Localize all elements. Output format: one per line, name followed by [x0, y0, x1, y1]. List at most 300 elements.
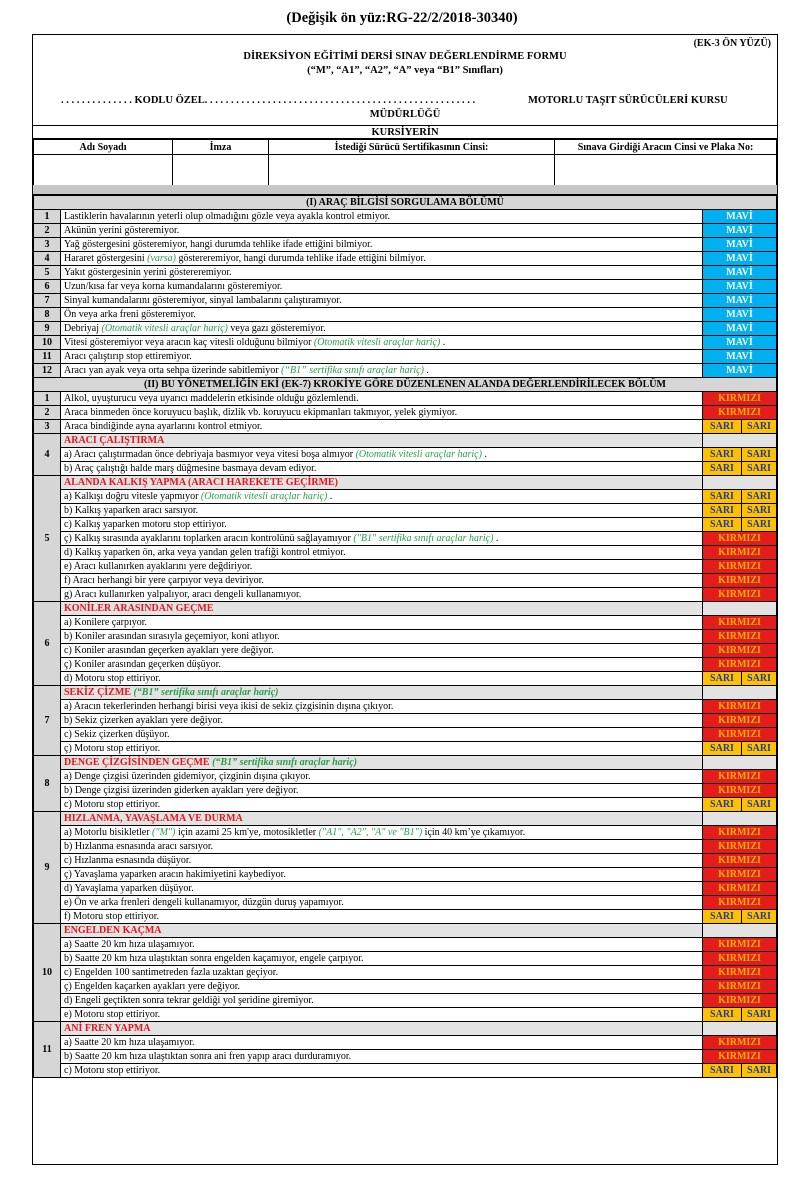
- item-number: 1: [34, 210, 61, 224]
- criterion-row: [34, 672, 777, 686]
- certificate-field[interactable]: [269, 155, 555, 186]
- criterion-text: .: [327, 491, 333, 502]
- criterion-text: c) Motoru stop ettiriyor.: [64, 799, 161, 810]
- subsection-title: [61, 924, 703, 938]
- criterion-row: [34, 350, 777, 364]
- rating-kirmizi-box[interactable]: KIRMIZI: [703, 728, 777, 742]
- criterion-row: [34, 210, 777, 224]
- rating-kirmizi-box[interactable]: KIRMIZI: [703, 588, 777, 602]
- criterion-cell: [61, 938, 703, 952]
- criterion-row: [34, 448, 777, 462]
- item-number: 3: [34, 238, 61, 252]
- criterion-text: ç) Motoru stop ettiriyor.: [64, 743, 161, 754]
- rating-sari-box[interactable]: SARI: [703, 462, 742, 476]
- rating-mavi-box[interactable]: MAVİ: [703, 266, 777, 280]
- rating-mavi-box[interactable]: MAVİ: [703, 350, 777, 364]
- criterion-text: ENGELDEN KAÇMA: [64, 925, 162, 936]
- revision-title: (Değişik ön yüz:RG-22/2/2018-30340): [286, 10, 518, 26]
- criterion-cell: [61, 588, 703, 602]
- criterion-row: [34, 658, 777, 672]
- criterion-cell: [61, 854, 703, 868]
- criterion-text: b) Kalkış yaparken aracı sarsıyor.: [64, 505, 199, 516]
- rating-sari-box[interactable]: SARI: [703, 1008, 742, 1022]
- criterion-text: Alkol, uyuşturucu veya uyarıcı maddelerin etkisinde olduğu gözlemlendi.: [64, 393, 359, 404]
- trainee-header: KURSİYERİN: [33, 125, 777, 139]
- signature-header: İmza: [173, 140, 269, 155]
- name-field[interactable]: [34, 155, 173, 186]
- criterion-text: için azami 25 km'ye, motosikletler: [175, 827, 319, 838]
- annex-label: (EK-3 ÖN YÜZÜ): [693, 38, 771, 49]
- criterion-text: Akünün yerini gösteremiyor.: [64, 225, 180, 236]
- subsection-rating-empty: [703, 686, 777, 700]
- criterion-cell: [61, 1050, 703, 1064]
- criterion-text: Lastiklerin havalarının yeterli olup olmadığını gözle veya ayakla kontrol etmiyor.: [64, 211, 391, 222]
- subsection-row: [34, 602, 777, 616]
- rating-mavi-box[interactable]: MAVİ: [703, 224, 777, 238]
- criterion-row: [34, 266, 777, 280]
- trainee-info-table: [33, 139, 777, 186]
- criterion-row: [34, 700, 777, 714]
- rating-sari-box[interactable]: SARI: [742, 742, 777, 756]
- criterion-text: ç) Koniler arasından geçerken düşüyor.: [64, 659, 221, 670]
- item-number: 10: [34, 924, 61, 1022]
- criterion-text: b) Hızlanma esnasında aracı sarsıyor.: [64, 841, 214, 852]
- criterion-cell: [61, 840, 703, 854]
- criterion-text: Ön veya arka freni gösteremiyor.: [64, 309, 196, 320]
- criterion-row: [34, 392, 777, 406]
- criterion-text: .: [481, 449, 487, 460]
- criterion-cell: [61, 224, 703, 238]
- criterion-cell: [61, 770, 703, 784]
- rating-kirmizi-box[interactable]: KIRMIZI: [703, 392, 777, 406]
- criterion-row: [34, 406, 777, 420]
- section-header-row: [34, 378, 777, 392]
- criterion-cell: [61, 980, 703, 994]
- criterion-text: HIZLANMA, YAVAŞLAMA VE DURMA: [64, 813, 243, 824]
- criterion-text: b) Saatte 20 km hıza ulaştıktan sonra engelden kaçamıyor, engele çarpıyor.: [64, 953, 364, 964]
- criterion-row: [34, 854, 777, 868]
- rating-sari-box[interactable]: SARI: [742, 798, 777, 812]
- rating-sari-box[interactable]: SARI: [703, 504, 742, 518]
- criterion-cell: [61, 630, 703, 644]
- criterion-row: [34, 1064, 777, 1078]
- criterion-cell: [61, 406, 703, 420]
- criterion-row: [34, 714, 777, 728]
- item-number: 7: [34, 294, 61, 308]
- criterion-text: f) Motoru stop ettiriyor.: [64, 911, 159, 922]
- criterion-text: a) Aracı çalıştırmadan önce debriyaja basmıyor veya vitesi boşa almıyor: [64, 449, 356, 460]
- criterion-cell: [61, 882, 703, 896]
- criterion-cell: [61, 420, 703, 434]
- criterion-text: veya gazı gösteremiyor.: [227, 323, 326, 334]
- item-number: 10: [34, 336, 61, 350]
- course-name-label: MOTORLU TAŞIT SÜRÜCÜLERİ KURSU: [528, 95, 728, 106]
- criterion-row: [34, 826, 777, 840]
- certificate-header: İstediği Sürücü Sertifikasının Cinsi:: [269, 140, 555, 155]
- criterion-text: ç) Engelden kaçarken ayakları yere değiyor.: [64, 981, 241, 992]
- criterion-cell: [61, 798, 703, 812]
- form-subtitle: (“M”, “A1”, “A2”, “A” veya “B1” Sınıfları): [307, 65, 503, 76]
- criterion-row: [34, 728, 777, 742]
- criterion-row: [34, 364, 777, 378]
- rating-kirmizi-box[interactable]: KIRMIZI: [703, 980, 777, 994]
- criterion-text: a) Motorlu bisikletler: [64, 827, 153, 838]
- rating-kirmizi-box[interactable]: KIRMIZI: [703, 1050, 777, 1064]
- item-number: 5: [34, 476, 61, 602]
- criterion-cell: [61, 742, 703, 756]
- rating-kirmizi-box[interactable]: KIRMIZI: [703, 532, 777, 546]
- criterion-text: Debriyaj: [64, 323, 102, 334]
- criterion-row: [34, 1008, 777, 1022]
- rating-sari-box[interactable]: SARI: [742, 518, 777, 532]
- criterion-row: [34, 490, 777, 504]
- rating-mavi-box[interactable]: MAVİ: [703, 308, 777, 322]
- subsection-title: [61, 1022, 703, 1036]
- criterion-text: a) Saatte 20 km hıza ulaşamıyor.: [64, 1037, 195, 1048]
- criterion-cell: [61, 294, 703, 308]
- criterion-cell: [61, 266, 703, 280]
- criterion-text: a) Kalkışı doğru vitesle yapmıyor: [64, 491, 201, 502]
- rating-sari-box[interactable]: SARI: [703, 518, 742, 532]
- subsection-title: [61, 756, 703, 770]
- criterion-text: g) Aracı kullanırken yalpalıyor, aracı dengeli kullanamıyor.: [64, 589, 302, 600]
- rating-sari-box[interactable]: SARI: [742, 448, 777, 462]
- criterion-text: ç) Kalkış sırasında ayaklarını toplarken aracın kontrolünü sağlayamıyor: [64, 533, 354, 544]
- criterion-text: Araca binmeden önce koruyucu başlık, dizlik vb. koruyucu ekipmanları takmıyor, yelek giymiyor.: [64, 407, 458, 418]
- item-number: 4: [34, 434, 61, 476]
- rating-sari-box[interactable]: SARI: [742, 1008, 777, 1022]
- criterion-text: b) Koniler arasından sırasıyla geçemiyor, koni atlıyor.: [64, 631, 280, 642]
- rating-kirmizi-box[interactable]: KIRMIZI: [703, 1036, 777, 1050]
- criterion-row: [34, 630, 777, 644]
- criterion-text: Hararet göstergesini: [64, 253, 148, 264]
- item-number: 8: [34, 756, 61, 812]
- rating-sari-box[interactable]: SARI: [703, 448, 742, 462]
- criterion-cell: [61, 364, 703, 378]
- criterion-cell: [61, 280, 703, 294]
- criterion-cell: [61, 574, 703, 588]
- rating-kirmizi-box[interactable]: KIRMIZI: [703, 700, 777, 714]
- rating-sari-box[interactable]: SARI: [742, 490, 777, 504]
- criterion-cell: [61, 1036, 703, 1050]
- rating-kirmizi-box[interactable]: KIRMIZI: [703, 546, 777, 560]
- rating-kirmizi-box[interactable]: KIRMIZI: [703, 854, 777, 868]
- criterion-text: ç) Yavaşlama yaparken aracın hakimiyetini kaybediyor.: [64, 869, 286, 880]
- rating-sari-box[interactable]: SARI: [742, 910, 777, 924]
- rating-kirmizi-box[interactable]: KIRMIZI: [703, 868, 777, 882]
- criterion-text: c) Sekiz çizerken düşüyor.: [64, 729, 170, 740]
- criterion-cell: [61, 532, 703, 546]
- criterion-cell: [61, 210, 703, 224]
- item-number: 11: [34, 1022, 61, 1078]
- name-header: Adı Soyadı: [34, 140, 173, 155]
- criterion-row: [34, 644, 777, 658]
- criterion-row: [34, 994, 777, 1008]
- criterion-text: ARACI ÇALIŞTIRMA: [64, 435, 165, 446]
- criterion-text: göstereremiyor, hangi durumda tehlike ifade ettiğini bilmiyor.: [176, 253, 426, 264]
- criterion-cell: [61, 952, 703, 966]
- criterion-row: [34, 294, 777, 308]
- criterion-cell: [61, 896, 703, 910]
- criterion-cell: [61, 714, 703, 728]
- criterion-text: d) Motoru stop ettiriyor.: [64, 673, 161, 684]
- subsection-rating-empty: [703, 924, 777, 938]
- rating-mavi-box[interactable]: MAVİ: [703, 336, 777, 350]
- criterion-row: [34, 882, 777, 896]
- criterion-cell: [61, 616, 703, 630]
- rating-kirmizi-box[interactable]: KIRMIZI: [703, 896, 777, 910]
- criterion-cell: [61, 1064, 703, 1078]
- criterion-cell: [61, 392, 703, 406]
- criterion-text: Vitesi gösteremiyor veya aracın kaç vitesli olduğunu bilmiyor: [64, 337, 314, 348]
- subsection-rating-empty: [703, 434, 777, 448]
- rating-kirmizi-box[interactable]: KIRMIZI: [703, 966, 777, 980]
- signature-field[interactable]: [173, 155, 269, 186]
- criterion-cell: [61, 322, 703, 336]
- criterion-text: d) Engeli geçtikten sonra tekrar geldiği yol şeridine giremiyor.: [64, 995, 314, 1006]
- criterion-text: c) Kalkış yaparken motoru stop ettiriyor.: [64, 519, 227, 530]
- criterion-text: Sinyal kumandalarını gösteremiyor, sinyal lambalarını çalıştıramıyor.: [64, 295, 342, 306]
- criterion-text: d) Kalkış yaparken ön, arka veya yandan gelen trafiği kontrol etmiyor.: [64, 547, 346, 558]
- criterion-cell: [61, 490, 703, 504]
- rating-mavi-box[interactable]: MAVİ: [703, 238, 777, 252]
- rating-kirmizi-box[interactable]: KIRMIZI: [703, 574, 777, 588]
- rating-kirmizi-box[interactable]: KIRMIZI: [703, 714, 777, 728]
- rating-kirmizi-box[interactable]: KIRMIZI: [703, 994, 777, 1008]
- criterion-cell: [61, 1008, 703, 1022]
- subsection-row: [34, 756, 777, 770]
- criterion-text: için 40 km’ye çıkamıyor.: [422, 827, 526, 838]
- rating-kirmizi-box[interactable]: KIRMIZI: [703, 406, 777, 420]
- subsection-title: [61, 812, 703, 826]
- criterion-text: e) Ön ve arka frenleri dengeli kullanamıyor, düzgün duruş yapamıyor.: [64, 897, 344, 908]
- criterion-text: a) Denge çizgisi üzerinden gidemiyor, çizginin dışına çıkıyor.: [64, 771, 311, 782]
- criterion-row: [34, 574, 777, 588]
- criterion-row: [34, 868, 777, 882]
- criterion-row: [34, 952, 777, 966]
- rating-mavi-box[interactable]: MAVİ: [703, 364, 777, 378]
- rating-sari-box[interactable]: SARI: [703, 910, 742, 924]
- criterion-row: [34, 1036, 777, 1050]
- evaluation-form: [32, 34, 778, 1165]
- rating-sari-box[interactable]: SARI: [703, 742, 742, 756]
- criterion-text: d) Yavaşlama yaparken düşüyor.: [64, 883, 194, 894]
- rating-kirmizi-box[interactable]: KIRMIZI: [703, 560, 777, 574]
- criterion-row: [34, 322, 777, 336]
- criterion-row: [34, 1050, 777, 1064]
- rating-sari-box[interactable]: SARI: [703, 420, 742, 434]
- criterion-text: c) Koniler arasından geçerken ayakları yere değiyor.: [64, 645, 274, 656]
- criterion-cell: [61, 728, 703, 742]
- criterion-cell: [61, 966, 703, 980]
- criterion-cell: [61, 826, 703, 840]
- rating-kirmizi-box[interactable]: KIRMIZI: [703, 770, 777, 784]
- criterion-row: [34, 238, 777, 252]
- section-title: (I) ARAÇ BİLGİSİ SORGULAMA BÖLÜMÜ: [34, 196, 777, 210]
- subsection-title: [61, 476, 703, 490]
- criterion-row: [34, 280, 777, 294]
- exemption-note: (Otomatik vitesli araçlar hariç): [355, 449, 482, 460]
- criterion-row: [34, 532, 777, 546]
- rating-mavi-box[interactable]: MAVİ: [703, 294, 777, 308]
- item-number: 5: [34, 266, 61, 280]
- rating-sari-box[interactable]: SARI: [742, 1064, 777, 1078]
- subsection-row: [34, 924, 777, 938]
- exemption-note: (“B1” sertifika sınıfı araçlar hariç): [212, 757, 358, 768]
- criterion-text: c) Hızlanma esnasında düşüyor.: [64, 855, 192, 866]
- criterion-cell: [61, 560, 703, 574]
- item-number: 8: [34, 308, 61, 322]
- criterion-cell: [61, 252, 703, 266]
- course-code-line: . . . . . . . . . . . . . . KODLU ÖZEL. . . . . . . . . . . . . . . . . . . . . . . . . . . . . . . . . . . . . . . . . . . . . . . . . . . .: [61, 95, 476, 106]
- vehicle-field[interactable]: [555, 155, 777, 186]
- exemption-note: ("B1" sertifika sınıfı araçlar hariç): [353, 533, 494, 544]
- criterion-text: b) Sekiz çizerken ayakları yere değiyor.: [64, 715, 223, 726]
- criterion-cell: [61, 700, 703, 714]
- criterion-text: f) Aracı herhangi bir yere çarpıyor veya deviriyor.: [64, 575, 264, 586]
- criterion-row: [34, 896, 777, 910]
- criterion-row: [34, 518, 777, 532]
- rating-mavi-box[interactable]: MAVİ: [703, 210, 777, 224]
- rating-kirmizi-box[interactable]: KIRMIZI: [703, 784, 777, 798]
- item-number: 6: [34, 280, 61, 294]
- rating-kirmizi-box[interactable]: KIRMIZI: [703, 826, 777, 840]
- item-number: 4: [34, 252, 61, 266]
- criterion-row: [34, 252, 777, 266]
- rating-sari-box[interactable]: SARI: [703, 1064, 742, 1078]
- subsection-rating-empty: [703, 1022, 777, 1036]
- rating-kirmizi-box[interactable]: KIRMIZI: [703, 938, 777, 952]
- subsection-row: [34, 812, 777, 826]
- criterion-row: [34, 588, 777, 602]
- criterion-row: [34, 560, 777, 574]
- exemption-note: (“B1” sertifika sınıfı araçlar hariç): [281, 365, 424, 376]
- criterion-text: KONİLER ARASINDAN GEÇME: [64, 603, 214, 614]
- criterion-text: .: [423, 365, 429, 376]
- criterion-row: [34, 308, 777, 322]
- rating-kirmizi-box[interactable]: KIRMIZI: [703, 616, 777, 630]
- rating-sari-box[interactable]: SARI: [703, 672, 742, 686]
- criterion-text: e) Motoru stop ettiriyor.: [64, 1009, 161, 1020]
- item-number: 2: [34, 224, 61, 238]
- criterion-cell: [61, 336, 703, 350]
- form-title: DİREKSİYON EĞİTİMİ DERSİ SINAV DEĞERLENDİRME FORMU: [243, 51, 567, 62]
- subsection-title: [61, 686, 703, 700]
- criterion-row: [34, 742, 777, 756]
- item-number: 3: [34, 420, 61, 434]
- section-title: (II) BU YÖNETMELİĞİN EKİ (EK-7) KROKİYE GÖRE DÜZENLENEN ALANDA DEĞERLENDİRİLECEK BÖLÜM: [34, 378, 777, 392]
- criterion-row: [34, 798, 777, 812]
- exemption-note: (varsa): [147, 253, 177, 264]
- criterion-row: [34, 784, 777, 798]
- criterion-text: .: [440, 337, 446, 348]
- criterion-text: c) Motoru stop ettiriyor.: [64, 1065, 161, 1076]
- exemption-note: (Otomatik vitesli araçlar hariç): [101, 323, 228, 334]
- rating-sari-box[interactable]: SARI: [742, 504, 777, 518]
- criterion-cell: [61, 994, 703, 1008]
- subsection-rating-empty: [703, 602, 777, 616]
- criterion-text: SEKİZ ÇİZME: [64, 687, 134, 698]
- rating-kirmizi-box[interactable]: KIRMIZI: [703, 952, 777, 966]
- item-number: 9: [34, 322, 61, 336]
- rating-sari-box[interactable]: SARI: [703, 798, 742, 812]
- exemption-note: (“B1” sertifika sınıfı araçlar hariç): [133, 687, 279, 698]
- item-number: 12: [34, 364, 61, 378]
- criterion-row: [34, 966, 777, 980]
- criterion-text: Aracı yan ayak veya orta sehpa üzerinde sabitlemiyor: [64, 365, 282, 376]
- criterion-text: a) Saatte 20 km hıza ulaşamıyor.: [64, 939, 195, 950]
- criterion-cell: [61, 658, 703, 672]
- subsection-row: [34, 476, 777, 490]
- exemption-note: ("A1", "A2", "A" ve "B1"): [318, 827, 423, 838]
- criterion-cell: [61, 910, 703, 924]
- rating-sari-box[interactable]: SARI: [742, 420, 777, 434]
- rating-mavi-box[interactable]: MAVİ: [703, 280, 777, 294]
- criterion-cell: [61, 238, 703, 252]
- criterion-text: .: [493, 533, 499, 544]
- criterion-row: [34, 910, 777, 924]
- rating-kirmizi-box[interactable]: KIRMIZI: [703, 882, 777, 896]
- section-separator: [33, 185, 777, 195]
- criterion-row: [34, 840, 777, 854]
- criterion-text: c) Engelden 100 santimetreden fazla uzaktan geçiyor.: [64, 967, 279, 978]
- rating-sari-box[interactable]: SARI: [703, 490, 742, 504]
- subsection-row: [34, 434, 777, 448]
- criterion-text: ANİ FREN YAPMA: [64, 1023, 151, 1034]
- criterion-row: [34, 980, 777, 994]
- rating-kirmizi-box[interactable]: KIRMIZI: [703, 630, 777, 644]
- rating-sari-box[interactable]: SARI: [742, 462, 777, 476]
- criterion-cell: [61, 462, 703, 476]
- criterion-text: DENGE ÇİZGİSİNDEN GEÇME: [64, 757, 213, 768]
- rating-mavi-box[interactable]: MAVİ: [703, 322, 777, 336]
- rating-kirmizi-box[interactable]: KIRMIZI: [703, 658, 777, 672]
- evaluation-table: [33, 195, 777, 1078]
- criterion-cell: [61, 308, 703, 322]
- subsection-rating-empty: [703, 812, 777, 826]
- item-number: 9: [34, 812, 61, 924]
- subsection-rating-empty: [703, 756, 777, 770]
- vehicle-header: Sınava Girdiği Aracın Cinsi ve Plaka No:: [555, 140, 777, 155]
- subsection-title: [61, 434, 703, 448]
- criterion-cell: [61, 518, 703, 532]
- criterion-cell: [61, 546, 703, 560]
- exemption-note: (Otomatik vitesli araçlar hariç): [313, 337, 441, 348]
- criterion-text: Aracı çalıştırıp stop ettiremiyor.: [64, 351, 192, 362]
- criterion-text: Yakıt göstergesinin yerini göstereremiyor.: [64, 267, 232, 278]
- item-number: 7: [34, 686, 61, 756]
- criterion-text: a) Aracın tekerlerinden herhangi birisi veya ikisi de sekiz çizgisinin dışına çıkıyor.: [64, 701, 394, 712]
- criterion-text: Araca bindiğinde ayna ayarlarını kontrol etmiyor.: [64, 421, 263, 432]
- rating-mavi-box[interactable]: MAVİ: [703, 252, 777, 266]
- criterion-cell: [61, 672, 703, 686]
- criterion-row: [34, 770, 777, 784]
- criterion-text: b) Araç çalıştığı halde marş düğmesine basmaya devam ediyor.: [64, 463, 317, 474]
- criterion-text: b) Saatte 20 km hıza ulaştıktan sonra ani fren yapıp aracı durduramıyor.: [64, 1051, 352, 1062]
- section-header-row: [34, 196, 777, 210]
- criterion-cell: [61, 350, 703, 364]
- rating-kirmizi-box[interactable]: KIRMIZI: [703, 840, 777, 854]
- rating-sari-box[interactable]: SARI: [742, 672, 777, 686]
- rating-kirmizi-box[interactable]: KIRMIZI: [703, 644, 777, 658]
- criterion-row: [34, 420, 777, 434]
- criterion-row: [34, 546, 777, 560]
- subsection-rating-empty: [703, 476, 777, 490]
- criterion-text: b) Denge çizgisi üzerinden giderken ayakları yere değiyor.: [64, 785, 299, 796]
- criterion-cell: [61, 868, 703, 882]
- criterion-row: [34, 504, 777, 518]
- criterion-cell: [61, 448, 703, 462]
